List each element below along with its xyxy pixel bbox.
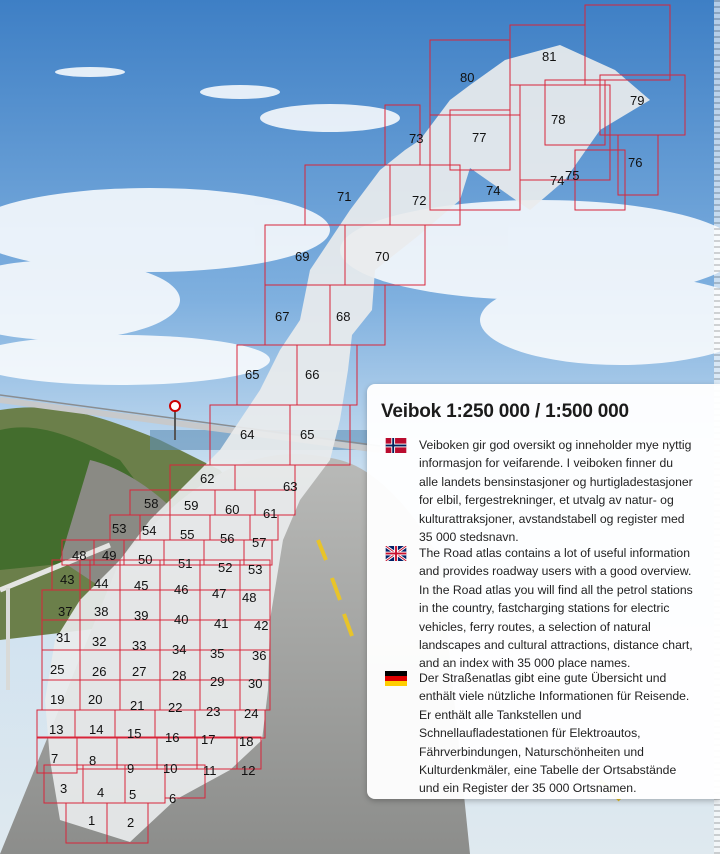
map-tile-label: 9: [127, 761, 135, 776]
map-tile-label: 17: [201, 732, 216, 747]
map-tile-label: 15: [127, 726, 142, 741]
map-tile-label: 72: [412, 193, 427, 208]
map-tile-label: 39: [134, 608, 149, 623]
map-tile-label: 59: [184, 498, 199, 513]
map-tile-label: 54: [142, 523, 157, 538]
map-tile-label: 55: [180, 527, 195, 542]
map-tile-label: 48: [242, 590, 257, 605]
map-tile-label: 68: [336, 309, 351, 324]
map-tile-label: 32: [92, 634, 107, 649]
english-text: The Road atlas contains a lot of useful information and provides roadway users with a good overview. In the Road atlas you will find all the petrol stations in the country, fastcharging stations for electric vehicles, ferry routes, a selection of natural landscapes and cultural attractions, distance chart, and an index with 35 000 place names.: [419, 546, 693, 671]
map-tile-label: 19: [50, 692, 65, 707]
map-tile-label: 73: [409, 131, 424, 146]
norwegian-block: [385, 436, 695, 546]
map-tile-label: 35: [210, 646, 225, 661]
map-tile-label: 5: [129, 787, 137, 802]
map-tile-label: 78: [551, 112, 566, 127]
map-tile-label: 28: [172, 668, 187, 683]
map-tile-label: 26: [92, 664, 107, 679]
map-tile-label: 31: [56, 630, 71, 645]
panel-title: Veibok 1:250 000 / 1:500 000: [381, 401, 629, 422]
map-tile-label: 43: [60, 572, 75, 587]
map-tile-label: 14: [89, 722, 104, 737]
map-tile-label: 30: [248, 676, 263, 691]
map-tile-label: 3: [60, 781, 68, 796]
map-tile-label: 66: [305, 367, 320, 382]
map-tile-label: 13: [49, 722, 64, 737]
map-tile-label: 70: [375, 249, 390, 264]
map-tile-label: 50: [138, 552, 153, 567]
map-tile-label: 77: [472, 130, 487, 145]
map-tile-label: 51: [178, 556, 193, 571]
map-tile-label: 21: [130, 698, 145, 713]
map-tile-label: 57: [252, 535, 267, 550]
map-tile-label: 7: [51, 751, 59, 766]
uk-flag-icon: [385, 546, 407, 561]
map-tile-label: 56: [220, 531, 235, 546]
map-tile-label: 63: [283, 479, 298, 494]
norwegian-text: Veiboken gir god oversikt og inneholder mye nyttig informasjon for veifarende. I veiboken finner du alle landets bensinstasjoner og hurtigladestasjoner for elbil, fergestrekninger, et utvalg av natur- og kulturattraksjoner, avstandstabell og register med 35 000 stedsnavn.: [419, 438, 693, 545]
german-text: Der Straßenatlas gibt eine gute Übersicht und enthält viele nützliche Informationen für Reisende. Er enthält alle Tankstellen und Schnellaufladestationen für Elektroautos, Fährverbindungen, Naturschönheiten und Kulturdenkmäler, eine Tabelle der Ortsabstände und ein Register der 35 000 Ortsnamen.: [419, 671, 690, 796]
map-tile-label: 75: [565, 168, 580, 183]
map-tile-label: 67: [275, 309, 290, 324]
map-tile-label: 24: [244, 706, 259, 721]
map-tile-label: 18: [239, 734, 254, 749]
map-tile-label: 2: [127, 815, 135, 830]
map-tile-label: 65: [245, 367, 260, 382]
map-tile-label: 23: [206, 704, 221, 719]
norway-flag-icon: [385, 438, 407, 453]
map-tile-label: 80: [460, 70, 475, 85]
map-tile-label: 8: [89, 753, 97, 768]
map-tile-label: 12: [241, 763, 256, 778]
map-tile-label: 52: [218, 560, 233, 575]
map-tile-label: 60: [225, 502, 240, 517]
map-tile-label: 45: [134, 578, 149, 593]
map-tile-label: 6: [169, 791, 177, 806]
map-tile-label: 53: [112, 521, 127, 536]
map-tile-label: 42: [254, 618, 269, 633]
map-tile-label: 36: [252, 648, 267, 663]
map-tile-label: 74: [486, 183, 501, 198]
map-tile-label: 48: [72, 548, 87, 563]
map-tile-label: 74: [550, 173, 565, 188]
map-tile-label: 41: [214, 616, 229, 631]
map-tile-label: 44: [94, 576, 109, 591]
map-tile-label: 1: [88, 813, 96, 828]
map-tile-label: 40: [174, 612, 189, 627]
map-tile-label: 81: [542, 49, 557, 64]
map-tile-label: 10: [163, 761, 178, 776]
map-tile-label: 69: [295, 249, 310, 264]
map-tile-label: 64: [240, 427, 255, 442]
map-tile-label: 25: [50, 662, 65, 677]
info-panel: [367, 384, 720, 799]
map-tile-label: 79: [630, 93, 645, 108]
map-tile-label: 37: [58, 604, 73, 619]
english-block: [385, 544, 695, 673]
map-tile-label: 29: [210, 674, 225, 689]
map-tile-label: 4: [97, 785, 105, 800]
map-tile-label: 33: [132, 638, 147, 653]
map-tile-label: 34: [172, 642, 187, 657]
map-tile-label: 16: [165, 730, 180, 745]
germany-flag-icon: [385, 671, 407, 686]
map-tile-label: 47: [212, 586, 227, 601]
map-tile-label: 58: [144, 496, 159, 511]
map-tile-label: 46: [174, 582, 189, 597]
map-tile-label: 38: [94, 604, 109, 619]
map-tile-label: 61: [263, 506, 278, 521]
map-tile-label: 71: [337, 189, 352, 204]
map-tile-label: 49: [102, 548, 117, 563]
map-tile-label: 76: [628, 155, 643, 170]
map-tile-label: 62: [200, 471, 215, 486]
map-tile-label: 20: [88, 692, 103, 707]
german-block: [385, 669, 695, 798]
map-tile-label: 11: [203, 763, 217, 778]
map-tile-label: 53: [248, 562, 263, 577]
map-tile-label: 27: [132, 664, 147, 679]
map-tile-label: 65: [300, 427, 315, 442]
map-tile-label: 22: [168, 700, 183, 715]
